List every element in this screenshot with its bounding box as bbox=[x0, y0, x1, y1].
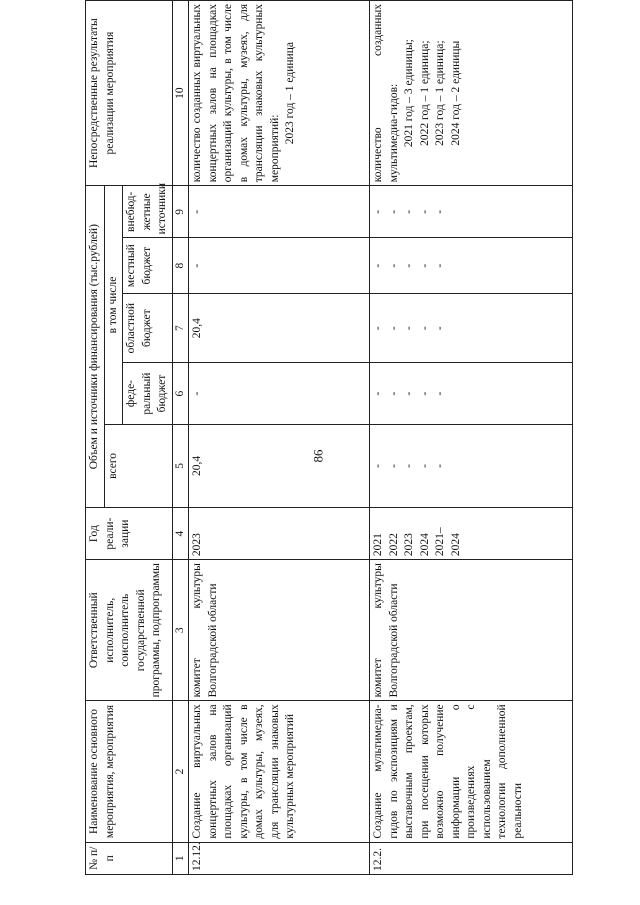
row-num: 12.12. bbox=[189, 842, 370, 874]
row-result bbox=[370, 1, 573, 186]
row-offbudget bbox=[370, 186, 573, 238]
cell-line: - bbox=[387, 263, 400, 268]
colnum-10: 10 bbox=[172, 1, 189, 186]
cell-line: 2024 bbox=[418, 533, 431, 557]
row-name: Создание виртуальных концертных залов на площадках организаций культуры, в том числе в домах культуры, музеях, для трансляции знаковых культурных мероприятий bbox=[189, 701, 370, 842]
row-total bbox=[189, 424, 370, 507]
table-row bbox=[189, 1, 370, 875]
row-result-lines bbox=[402, 4, 464, 182]
rotated-page bbox=[85, 0, 535, 875]
colnum-7: 7 bbox=[172, 293, 189, 362]
row-offbudget bbox=[189, 186, 370, 238]
cell-line: 2021–2024 bbox=[434, 527, 462, 557]
row-regional bbox=[370, 293, 573, 362]
colnum-9: 9 bbox=[172, 186, 189, 238]
header-local: местный бюджет bbox=[123, 238, 173, 294]
cell-line: - bbox=[434, 263, 446, 268]
header-num: № п/п bbox=[86, 842, 173, 874]
cell-line: - bbox=[434, 463, 446, 468]
row-num: 12.2. bbox=[370, 842, 573, 874]
cell-line: - bbox=[372, 263, 384, 268]
cell-line: - bbox=[372, 463, 384, 468]
cell-line: - bbox=[418, 391, 431, 396]
table-row bbox=[370, 1, 573, 875]
row-result-lines bbox=[283, 4, 299, 182]
header-result: Непосредственные результаты реализации мероприятия bbox=[86, 1, 173, 186]
cell-line: - bbox=[403, 391, 415, 396]
row-executor: комитет культуры Волгоградской области bbox=[189, 560, 370, 701]
header-federal: феде-ральный бюджет bbox=[123, 363, 173, 424]
cell-line: - bbox=[387, 326, 400, 331]
header-finance: Объем и источники финансирования (тыс.рублей) bbox=[86, 186, 105, 508]
colnum-8: 8 bbox=[172, 238, 189, 294]
cell-line: - bbox=[372, 209, 384, 214]
cell-line: - bbox=[372, 391, 384, 396]
cell-line: 2024 год – 2 единицы bbox=[449, 40, 462, 146]
header-total: всего bbox=[104, 424, 172, 507]
cell-line: - bbox=[387, 391, 400, 396]
cell-line: - bbox=[191, 263, 203, 268]
page-number: 86 bbox=[310, 449, 326, 463]
cell-line: - bbox=[403, 463, 415, 468]
cell-line: - bbox=[403, 263, 415, 268]
header-regional: областной бюджет bbox=[123, 293, 173, 362]
header-name: Наименование основного мероприятия, мероприятия bbox=[86, 701, 173, 842]
cell-line: 2023 год – 1 единица; bbox=[434, 40, 446, 146]
row-name: Создание мультимедиа-гидов по экспозициям и выставочным проектам, при посещении которых возможно получение информации о произведениях с использованием технологии дополненной реальности bbox=[370, 701, 573, 842]
cell-line: 2022 bbox=[387, 533, 400, 557]
header-executor: Ответственный исполнитель, соисполнитель государственной программы, подпрограммы bbox=[86, 560, 173, 701]
row-local bbox=[370, 238, 573, 294]
colnum-1: 1 bbox=[172, 842, 189, 874]
row-executor: комитет культуры Волгоградской области bbox=[370, 560, 573, 701]
cell-line: - bbox=[403, 326, 415, 331]
header-year: Год реали-зации bbox=[86, 508, 173, 560]
row-federal bbox=[189, 363, 370, 424]
program-table bbox=[85, 0, 573, 875]
row-regional bbox=[189, 293, 370, 362]
cell-line: 2023 год – 1 единица bbox=[284, 42, 296, 145]
row-local bbox=[189, 238, 370, 294]
cell-line: - bbox=[387, 463, 400, 468]
cell-line: - bbox=[418, 326, 431, 331]
colnum-3: 3 bbox=[172, 560, 189, 701]
cell-line: - bbox=[403, 209, 415, 214]
cell-line: - bbox=[191, 209, 203, 214]
row-result bbox=[189, 1, 370, 186]
cell-line: - bbox=[418, 263, 431, 268]
cell-line: - bbox=[418, 463, 431, 468]
row-total bbox=[370, 424, 573, 507]
cell-line: 20,4 bbox=[191, 455, 203, 476]
row-result-text: количество созданных мультимедиа-гидов: bbox=[372, 4, 400, 183]
cell-line: - bbox=[434, 209, 446, 214]
colnum-5: 5 bbox=[172, 424, 189, 507]
row-federal bbox=[370, 363, 573, 424]
colnum-6: 6 bbox=[172, 363, 189, 424]
colnum-4: 4 bbox=[172, 508, 189, 560]
cell-line: - bbox=[387, 209, 400, 214]
cell-line: - bbox=[372, 326, 384, 331]
cell-line: - bbox=[418, 209, 431, 214]
row-years bbox=[370, 508, 573, 560]
cell-line: 2021 bbox=[372, 533, 384, 557]
cell-line: - bbox=[191, 391, 203, 396]
cell-line: 2022 год – 1 единица; bbox=[418, 40, 431, 146]
row-years bbox=[189, 508, 370, 560]
cell-line: 2023 bbox=[403, 533, 415, 557]
colnum-2: 2 bbox=[172, 701, 189, 842]
row-result-text: количество созданных виртуальных концертных залов на площадках организаций культуры, в том числе в домах культуры, музеях, для трансляции знаковых культурных мероприятий: bbox=[191, 4, 281, 183]
cell-line: - bbox=[434, 326, 446, 331]
cell-line: 2021 год – 3 единицы; bbox=[403, 39, 415, 148]
cell-line: 20,4 bbox=[191, 318, 203, 339]
cell-line: - bbox=[434, 391, 446, 396]
cell-line: 2023 bbox=[191, 533, 203, 557]
header-offbudget: внебюд-жетные источники bbox=[123, 186, 173, 238]
header-incl: в том числе bbox=[104, 186, 123, 424]
